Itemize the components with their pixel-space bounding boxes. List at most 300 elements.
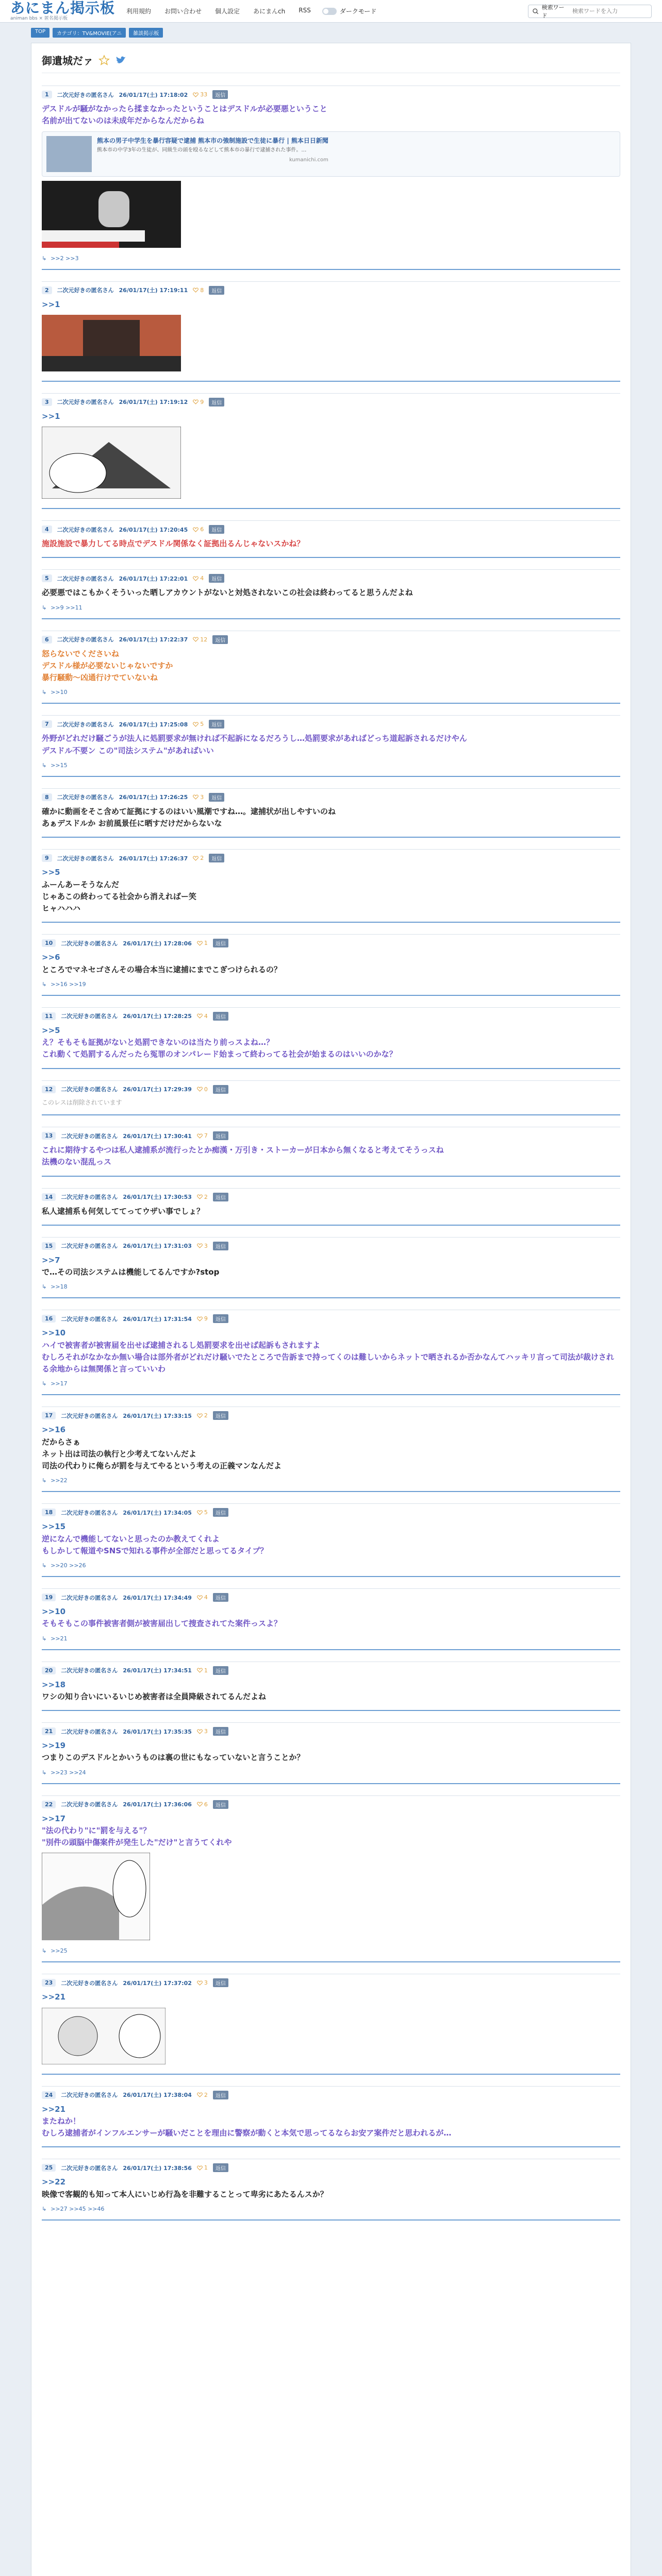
post xyxy=(42,624,620,704)
reply-anchor[interactable]: >>5 xyxy=(42,868,60,877)
reply-anchor[interactable]: >>1 xyxy=(42,299,60,309)
poster-name: 二次元好きの匿名さん xyxy=(57,721,114,728)
like-button[interactable] xyxy=(197,1728,208,1735)
like-button[interactable] xyxy=(197,1315,208,1322)
post-body: 確かに動画をそこ含めて証拠にするのはいい風潮ですね…。逮捕状が出しやすいのね あぁデスドルか お前風景任に晒すだけだからないな xyxy=(42,806,336,828)
poster-name: 二次元好きの匿名さん xyxy=(61,1086,118,1093)
post xyxy=(42,1789,620,1963)
post-number[interactable]: 2 xyxy=(42,286,52,294)
reply-anchors[interactable]: >>22 xyxy=(51,1477,68,1484)
post xyxy=(42,1231,620,1299)
site-logo[interactable] xyxy=(10,1,115,21)
post-number[interactable]: 17 xyxy=(42,1412,56,1419)
post xyxy=(42,1121,620,1177)
reply-arrow-icon: ↳ xyxy=(42,1947,47,1955)
like-count: 2 xyxy=(204,1412,208,1419)
heart-icon xyxy=(193,637,198,642)
post xyxy=(42,1968,620,2074)
post-body: で…その司法システムは機能してるんですか?stop xyxy=(42,1267,220,1277)
post-number[interactable]: 18 xyxy=(42,1509,56,1516)
like-button[interactable] xyxy=(193,399,204,405)
reply-anchor[interactable]: >>19 xyxy=(42,1741,66,1751)
search-icon xyxy=(533,8,539,14)
post-date: 26/01/17(土) 17:26:25 xyxy=(119,794,188,801)
reply-arrow-icon: ↳ xyxy=(42,255,47,262)
post-date: 26/01/17(土) 17:22:37 xyxy=(119,636,188,643)
reply-button[interactable]: 返信 xyxy=(213,2091,228,2099)
reply-links[interactable] xyxy=(42,1635,620,1642)
post-body: デスドルが騒がなかったら揉まなかったということはデスドルが必要悪ということ 名前が出てないのは未成年だからなんだからね xyxy=(42,104,327,126)
post-date: 26/01/17(土) 17:30:53 xyxy=(123,1194,192,1201)
post-date: 26/01/17(土) 17:36:06 xyxy=(123,1801,192,1808)
search-input[interactable] xyxy=(572,8,647,14)
like-count: 3 xyxy=(204,1979,208,1987)
post-date: 26/01/17(土) 17:30:41 xyxy=(123,1132,192,1140)
poster-name: 二次元好きの匿名さん xyxy=(57,575,114,582)
post-header xyxy=(42,631,620,644)
post-image[interactable] xyxy=(42,315,620,374)
reply-anchors[interactable]: >>20 >>26 xyxy=(51,1562,86,1569)
post xyxy=(42,1303,620,1395)
reply-links[interactable] xyxy=(42,1477,620,1484)
post xyxy=(42,1400,620,1492)
post-number[interactable]: 3 xyxy=(42,398,52,406)
link-title[interactable]: 熊本の男子中学生を暴行容疑で逮捕 熊本市の強制施設で生徒に暴行 | 熊本日日新聞 xyxy=(97,137,328,144)
heart-icon xyxy=(197,1413,203,1418)
post xyxy=(42,275,620,382)
reply-anchors[interactable]: >>2 >>3 xyxy=(51,255,79,262)
reply-anchors[interactable]: >>23 >>24 xyxy=(51,1769,86,1776)
breadcrumb xyxy=(0,23,662,38)
nav-contact[interactable]: お問い合わせ xyxy=(164,8,202,15)
poster-name: 二次元好きの匿名さん xyxy=(61,940,118,947)
post xyxy=(42,79,620,270)
reply-links[interactable] xyxy=(42,604,620,611)
post-number[interactable]: 22 xyxy=(42,1801,56,1808)
reply-links[interactable] xyxy=(42,1283,620,1290)
like-count: 2 xyxy=(204,2091,208,2098)
reply-button[interactable]: 返信 xyxy=(209,286,224,295)
post xyxy=(42,1074,620,1116)
post-header xyxy=(42,1503,620,1517)
reply-anchor[interactable]: >>1 xyxy=(42,411,60,421)
reply-anchors[interactable]: >>27 >>45 >>46 xyxy=(51,2205,105,2212)
post-header xyxy=(42,86,620,99)
like-count: 12 xyxy=(200,636,208,643)
reply-button[interactable]: 返信 xyxy=(212,635,228,644)
post-number[interactable]: 16 xyxy=(42,1315,56,1323)
reply-arrow-icon: ↳ xyxy=(42,980,47,988)
reply-button[interactable]: 返信 xyxy=(212,90,228,99)
like-button[interactable] xyxy=(197,1594,208,1601)
reply-links[interactable] xyxy=(42,762,620,769)
post xyxy=(42,928,620,996)
heart-icon xyxy=(193,399,198,404)
reply-button[interactable]: 返信 xyxy=(209,854,224,862)
like-count: 3 xyxy=(204,1728,208,1735)
like-count: 0 xyxy=(204,1086,208,1093)
reply-links[interactable] xyxy=(42,689,620,696)
header xyxy=(0,0,662,23)
post-body: ワシの知り合いにいるいじめ被害者は全員降級されてるんだよね xyxy=(42,1691,267,1701)
reply-links[interactable] xyxy=(42,255,620,262)
toggle-switch[interactable] xyxy=(322,8,337,15)
post-date: 26/01/17(土) 17:22:01 xyxy=(119,575,188,582)
post-header xyxy=(42,715,620,728)
reply-arrow-icon: ↳ xyxy=(42,761,47,769)
like-button[interactable] xyxy=(197,1509,208,1516)
post-number[interactable]: 20 xyxy=(42,1667,56,1674)
post-number[interactable]: 10 xyxy=(42,939,56,947)
post-header xyxy=(42,788,620,802)
post-date: 26/01/17(土) 17:28:25 xyxy=(123,1013,192,1020)
like-count: 6 xyxy=(204,1801,208,1808)
heart-icon xyxy=(193,287,198,293)
nav-rss[interactable]: RSS xyxy=(299,7,311,14)
like-count: 1 xyxy=(204,2164,208,2172)
post-date: 26/01/17(土) 17:28:06 xyxy=(123,940,192,947)
link-card[interactable] xyxy=(42,131,620,177)
like-count: 7 xyxy=(204,1132,208,1140)
post-date: 26/01/17(土) 17:26:37 xyxy=(119,855,188,862)
poster-name: 二次元好きの匿名さん xyxy=(61,1194,118,1201)
post-header xyxy=(42,1795,620,1809)
thread-board xyxy=(31,43,631,2576)
logo-text: あにまん掲示板 xyxy=(10,0,115,16)
reply-anchor[interactable]: >>10 xyxy=(42,1607,66,1617)
reply-button[interactable]: 返信 xyxy=(213,939,228,947)
post-date: 26/01/17(土) 17:34:49 xyxy=(123,1594,192,1601)
reply-button[interactable]: 返信 xyxy=(213,1800,228,1809)
reply-anchors[interactable]: >>16 >>19 xyxy=(51,980,86,988)
reply-button[interactable]: 返信 xyxy=(213,1193,228,1201)
heart-icon xyxy=(197,2165,203,2171)
like-button[interactable] xyxy=(197,940,208,946)
post-date: 26/01/17(土) 17:33:15 xyxy=(123,1412,192,1419)
poster-name: 二次元好きの匿名さん xyxy=(61,2164,118,2172)
post xyxy=(42,2080,620,2148)
like-count: 4 xyxy=(204,1594,208,1601)
reply-arrow-icon: ↳ xyxy=(42,1380,47,1387)
heart-icon xyxy=(197,1802,203,1807)
post-date: 26/01/17(土) 17:38:56 xyxy=(123,2164,192,2172)
reply-button[interactable]: 返信 xyxy=(213,1012,228,1021)
reply-anchors[interactable]: >>9 >>11 xyxy=(51,604,82,611)
reply-links[interactable] xyxy=(42,1947,620,1954)
post-number[interactable]: 1 xyxy=(42,91,52,98)
post xyxy=(42,782,620,838)
post-number[interactable]: 21 xyxy=(42,1727,56,1735)
reply-button[interactable]: 返信 xyxy=(209,398,224,406)
reply-links[interactable] xyxy=(42,2206,620,2212)
post-date: 26/01/17(土) 17:29:39 xyxy=(123,1086,192,1093)
like-button[interactable] xyxy=(197,1132,208,1139)
search-filter[interactable]: 検索ワード xyxy=(541,4,565,19)
post-number[interactable]: 4 xyxy=(42,526,52,533)
reply-links[interactable] xyxy=(42,1769,620,1776)
heart-icon xyxy=(197,1013,203,1019)
post-number[interactable]: 9 xyxy=(42,854,52,862)
post-header xyxy=(42,1127,620,1140)
like-button[interactable] xyxy=(193,636,207,643)
post-body: だからさぁ ネット出は司法の執行と少考えてないんだよ 司法の代わりに俺らが罰を与えてやるという考えの正義マンなんだよ xyxy=(42,1437,282,1471)
like-button[interactable] xyxy=(197,1667,208,1674)
heart-icon xyxy=(193,527,198,532)
reply-arrow-icon: ↳ xyxy=(42,1477,47,1484)
post xyxy=(42,1655,620,1711)
reply-anchors[interactable]: >>18 xyxy=(51,1283,68,1291)
post-number[interactable]: 25 xyxy=(42,2164,56,2172)
post-header xyxy=(42,393,620,406)
heart-icon xyxy=(193,576,198,581)
reply-arrow-icon: ↳ xyxy=(42,1769,47,1776)
nav-animanch[interactable]: あにまんch xyxy=(253,8,286,15)
reply-button[interactable]: 返信 xyxy=(209,525,224,534)
post-header xyxy=(42,1974,620,1987)
poster-name: 二次元好きの匿名さん xyxy=(61,1243,118,1250)
poster-name: 二次元好きの匿名さん xyxy=(57,526,114,533)
reply-arrow-icon: ↳ xyxy=(42,1635,47,1642)
reply-button[interactable]: 返信 xyxy=(209,574,224,583)
like-button[interactable] xyxy=(193,721,204,727)
reply-button[interactable]: 返信 xyxy=(213,1727,228,1736)
post-body: "法の代わり"に"罰を与える"？ "別件の頭脳中傷案件が発生した"だけ"と言うてくれや xyxy=(42,1825,232,1848)
reply-arrow-icon: ↳ xyxy=(42,2205,47,2212)
reply-button[interactable]: 返信 xyxy=(213,1131,228,1140)
reply-anchor[interactable]: >>5 xyxy=(42,1025,60,1035)
post-number[interactable]: 11 xyxy=(42,1012,56,1020)
dark-mode-toggle[interactable] xyxy=(322,7,377,15)
reply-anchor[interactable]: >>21 xyxy=(42,2104,66,2114)
like-count: 33 xyxy=(200,91,208,98)
breadcrumb-category[interactable]: カテゴリ：TV&MOVIE(アニ xyxy=(53,28,126,38)
post-number[interactable]: 13 xyxy=(42,1132,56,1140)
reply-anchors[interactable]: >>17 xyxy=(51,1380,68,1387)
reply-button[interactable]: 返信 xyxy=(209,793,224,802)
post-date: 26/01/17(土) 17:31:54 xyxy=(123,1315,192,1323)
post-image[interactable] xyxy=(42,427,620,501)
post-date: 26/01/17(土) 17:34:51 xyxy=(123,1667,192,1674)
post-number[interactable]: 23 xyxy=(42,1979,56,1987)
post xyxy=(42,1001,620,1069)
heart-icon xyxy=(193,722,198,727)
heart-icon xyxy=(193,92,198,97)
reply-links[interactable] xyxy=(42,1380,620,1387)
post-number[interactable]: 19 xyxy=(42,1594,56,1601)
reply-button[interactable]: 返信 xyxy=(213,2163,228,2172)
reply-anchors[interactable]: >>25 xyxy=(51,1947,68,1955)
post-header xyxy=(42,1662,620,1675)
poster-name: 二次元好きの匿名さん xyxy=(61,1801,118,1808)
like-button[interactable] xyxy=(193,287,204,294)
reply-button[interactable]: 返信 xyxy=(213,1085,228,1094)
post-date: 26/01/17(土) 17:18:02 xyxy=(119,91,188,98)
poster-name: 二次元好きの匿名さん xyxy=(61,1315,118,1323)
post xyxy=(42,1497,620,1577)
like-button[interactable] xyxy=(197,1013,208,1020)
like-button[interactable] xyxy=(197,1243,208,1249)
heart-icon xyxy=(193,794,198,800)
like-button[interactable] xyxy=(193,794,204,801)
poster-name: 二次元好きの匿名さん xyxy=(61,1509,118,1516)
reply-button[interactable]: 返信 xyxy=(213,1978,228,1987)
like-count: 5 xyxy=(200,721,204,728)
reply-anchor[interactable]: >>21 xyxy=(42,1992,66,2002)
post-header xyxy=(42,849,620,862)
nav-terms[interactable]: 利用規約 xyxy=(126,8,152,15)
reply-arrow-icon: ↳ xyxy=(42,689,47,696)
reply-anchors[interactable]: >>10 xyxy=(51,689,68,696)
poster-name: 二次元好きの匿名さん xyxy=(61,1132,118,1140)
reply-links[interactable] xyxy=(42,1562,620,1569)
post-date: 26/01/17(土) 17:19:11 xyxy=(119,287,188,294)
post-body: ふーんあーそうなんだ じゃあこの終わってる社会から消えればー笑 ヒャハハハ xyxy=(42,879,196,913)
post-body: 逆になんで機能してないと思ったのか教えてくれよ もしかして報道やSNSで知れる事件が全部だと思ってるタイプ？ xyxy=(42,1534,268,1555)
like-count: 4 xyxy=(200,575,204,582)
reply-arrow-icon: ↳ xyxy=(42,1562,47,1569)
like-button[interactable] xyxy=(197,1801,208,1808)
post-number[interactable]: 12 xyxy=(42,1086,56,1093)
post-body: 施設施設で暴力してる時点でデスドル関係なく証拠出るんじゃないスかね？ xyxy=(42,539,305,548)
poster-name: 二次元好きの匿名さん xyxy=(57,636,114,643)
post-header xyxy=(42,1080,620,1094)
like-button[interactable] xyxy=(197,1979,208,1986)
post-body: 外野がどれだけ騒ごうが法人に処罰要求が無ければ不起訴になるだろうし…処罰要求があればどっち道起訴されるだけやん デスドル不要ン この"司法システム"があればいい xyxy=(42,734,467,755)
heart-icon xyxy=(197,941,203,946)
post-header xyxy=(42,520,620,534)
like-button[interactable] xyxy=(197,1194,208,1200)
reply-anchor[interactable]: >>6 xyxy=(42,953,60,962)
poster-name: 二次元好きの匿名さん xyxy=(57,91,114,98)
search-box xyxy=(528,5,652,18)
like-button[interactable] xyxy=(193,855,204,861)
post-header xyxy=(42,1310,620,1323)
poster-name: 二次元好きの匿名さん xyxy=(61,1979,118,1987)
reply-anchor[interactable]: >>22 xyxy=(42,2177,66,2187)
like-count: 2 xyxy=(200,855,204,862)
like-count: 1 xyxy=(204,940,208,947)
like-button[interactable] xyxy=(197,2164,208,2171)
like-button[interactable] xyxy=(197,1412,208,1419)
reply-anchor[interactable]: >>18 xyxy=(42,1680,66,1689)
post-date: 26/01/17(土) 17:31:03 xyxy=(123,1243,192,1250)
post xyxy=(42,2153,620,2221)
reply-links[interactable] xyxy=(42,981,620,988)
like-button[interactable] xyxy=(193,526,204,533)
post-number[interactable]: 8 xyxy=(42,793,52,801)
post-body: またねか！ むしろ逮捕者がインフルエンサーが騒いだことを理由に警察が動くと本気で思ってるならお安ア案件だと思われるが… xyxy=(42,2116,452,2138)
share-bird-icon[interactable] xyxy=(115,55,127,65)
reply-anchor[interactable]: >>17 xyxy=(42,1814,66,1823)
poster-name: 二次元好きの匿名さん xyxy=(61,2092,118,2099)
heart-icon xyxy=(197,1980,203,1986)
post xyxy=(42,1582,620,1650)
reply-button[interactable]: 返信 xyxy=(213,1508,228,1517)
poster-name: 二次元好きの匿名さん xyxy=(61,1667,118,1674)
post xyxy=(42,709,620,777)
post-list xyxy=(42,79,620,2221)
post xyxy=(42,1716,620,1784)
thread-title: 御遺城だァ xyxy=(42,55,93,67)
post xyxy=(42,843,620,923)
reply-button[interactable]: 返信 xyxy=(213,1242,228,1250)
heart-icon xyxy=(197,1595,203,1600)
reply-button[interactable]: 返信 xyxy=(213,1314,228,1323)
post-date: 26/01/17(土) 17:19:12 xyxy=(119,399,188,406)
post-body: そもそもこの事件被害者側が被害届出して捜査されてた案件っスよ？ xyxy=(42,1619,282,1629)
post-image[interactable] xyxy=(42,1853,620,1942)
post-number[interactable]: 5 xyxy=(42,574,52,582)
reply-anchor[interactable]: >>15 xyxy=(42,1522,66,1532)
heart-icon xyxy=(193,856,198,861)
post-date: 26/01/17(土) 17:38:04 xyxy=(123,2092,192,2099)
post-body: このレスは削除されています xyxy=(42,1098,122,1106)
breadcrumb-top[interactable]: TOP xyxy=(31,28,49,38)
post-body: 映像で客観的も知って本人にいじめ行為を非難することって卑劣にあたるんスか？ xyxy=(42,2189,328,2199)
logo-subtitle: animan bbs × 匿名掲示板 xyxy=(10,16,68,21)
post-header xyxy=(42,934,620,947)
reply-anchor[interactable]: >>10 xyxy=(42,1328,66,1338)
post-number[interactable]: 14 xyxy=(42,1193,56,1201)
heart-icon xyxy=(197,1194,203,1199)
nav-settings[interactable]: 個人設定 xyxy=(215,8,240,15)
post-header xyxy=(42,281,620,295)
toggle-label: ダークモード xyxy=(339,8,377,15)
post-number[interactable]: 6 xyxy=(42,636,52,643)
poster-name: 二次元好きの匿名さん xyxy=(61,1594,118,1601)
reply-anchors[interactable]: >>15 xyxy=(51,761,68,769)
post-number[interactable]: 24 xyxy=(42,2091,56,2099)
like-button[interactable] xyxy=(197,1086,208,1093)
like-count: 9 xyxy=(204,1315,208,1323)
like-button[interactable] xyxy=(193,575,204,582)
post-body: 怒らないでくださいね デスドル様が必要ないじゃないですか 暴行騒動〜凶通行けでていないね xyxy=(42,649,173,682)
post-date: 26/01/17(土) 17:20:45 xyxy=(119,526,188,533)
reply-button[interactable]: 返信 xyxy=(213,1593,228,1602)
post xyxy=(42,1182,620,1226)
like-count: 8 xyxy=(200,286,204,294)
heart-icon xyxy=(197,1668,203,1673)
reply-arrow-icon: ↳ xyxy=(42,1283,47,1291)
poster-name: 二次元好きの匿名さん xyxy=(61,1013,118,1020)
reply-anchor[interactable]: >>16 xyxy=(42,1425,66,1435)
post-body: 私人逮捕系も何気しててってウザい事でしょ？ xyxy=(42,1206,205,1216)
heart-icon xyxy=(197,1316,203,1321)
post-image[interactable] xyxy=(42,2008,620,2066)
reply-anchor[interactable]: >>7 xyxy=(42,1255,60,1265)
post-header xyxy=(42,2086,620,2099)
post-number[interactable]: 15 xyxy=(42,1242,56,1250)
like-button[interactable] xyxy=(193,91,207,98)
reply-anchors[interactable]: >>21 xyxy=(51,1635,68,1642)
favorite-star-icon[interactable] xyxy=(98,55,110,66)
heart-icon xyxy=(197,2092,203,2097)
post-number[interactable]: 7 xyxy=(42,720,52,728)
post-body: これに期待するやつは私人逮捕系が流行ったとか痴漢・万引き・ストーカーが日本から無くなると考えてそうっスね 法機のない混乱っス xyxy=(42,1145,444,1167)
breadcrumb-board[interactable]: 雑談掲示板 xyxy=(129,28,163,38)
post-body: 必要悪ではこもかくそういった晒しアカウントがないと対処されないこの社会は終わってると思うんだよね xyxy=(42,588,413,598)
post-image[interactable] xyxy=(42,181,620,250)
post-header xyxy=(42,569,620,583)
heart-icon xyxy=(197,1133,203,1139)
post-header xyxy=(42,1588,620,1602)
reply-button[interactable]: 返信 xyxy=(213,1666,228,1675)
like-count: 1 xyxy=(204,1667,208,1674)
poster-name: 二次元好きの匿名さん xyxy=(57,855,114,862)
like-button[interactable] xyxy=(197,2092,208,2098)
reply-button[interactable]: 返信 xyxy=(213,1411,228,1420)
reply-button[interactable]: 返信 xyxy=(209,720,224,728)
